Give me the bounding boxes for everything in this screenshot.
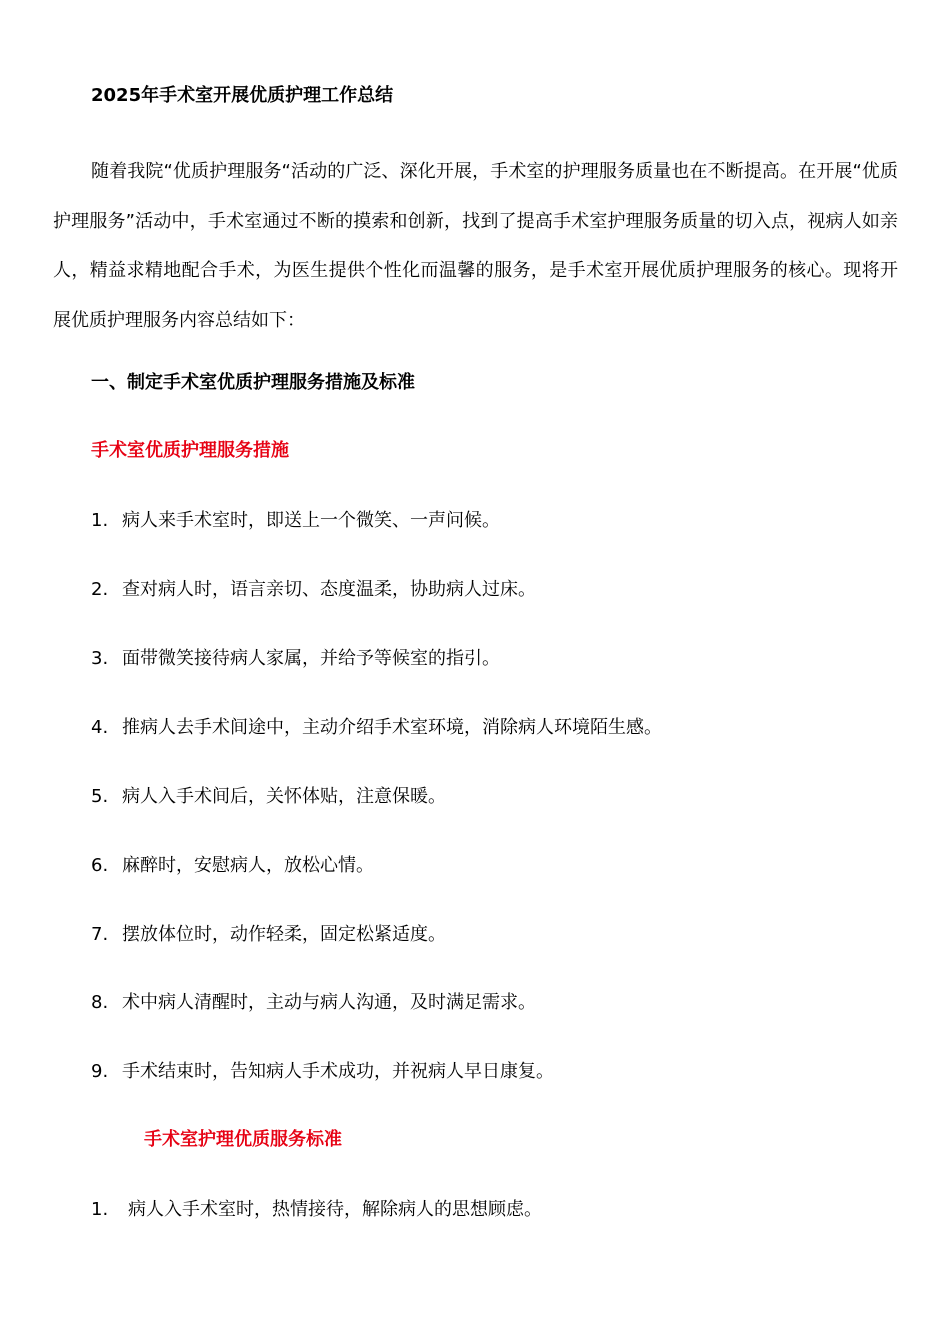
document-title: 2025年手术室开展优质护理工作总结: [91, 85, 394, 106]
measure-item: [91, 508, 500, 534]
item-number: 6.: [91, 855, 109, 876]
item-text: 手术结束时，告知病人手术成功，并祝病人早日康复。: [122, 1061, 554, 1082]
item-number: 1.: [91, 510, 109, 531]
item-text: 病人来手术室时，即送上一个微笑、一声问候。: [122, 510, 500, 531]
standards-heading: 手术室护理优质服务标准: [144, 1129, 342, 1150]
measure-item: [91, 1059, 554, 1085]
item-number: 2.: [91, 579, 109, 600]
measure-item: [91, 715, 662, 741]
item-text: 摆放体位时，动作轻柔，固定松紧适度。: [122, 924, 446, 945]
measure-item: [91, 922, 446, 948]
item-text: 术中病人清醒时，主动与病人沟通，及时满足需求。: [122, 992, 536, 1013]
item-number: 4.: [91, 717, 109, 738]
item-text: 面带微笑接待病人家属，并给予等候室的指引。: [122, 648, 500, 669]
measure-item: [91, 853, 374, 879]
item-text: 推病人去手术间途中，主动介绍手术室环境，消除病人环境陌生感。: [122, 717, 662, 738]
item-number: 9.: [91, 1061, 109, 1082]
measure-item: [91, 990, 536, 1016]
item-number: 3.: [91, 648, 109, 669]
measure-item: [91, 784, 446, 810]
item-number: 5.: [91, 786, 109, 807]
measure-item: [91, 646, 500, 672]
standard-item: [91, 1197, 542, 1223]
section-heading: 一、制定手术室优质护理服务措施及标准: [91, 372, 415, 393]
item-text: 麻醉时，安慰病人，放松心情。: [122, 855, 374, 876]
item-number: 8.: [91, 992, 109, 1013]
item-number: 7.: [91, 924, 109, 945]
item-text: 病人入手术室时，热情接待，解除病人的思想顾虑。: [128, 1199, 542, 1220]
measures-heading: 手术室优质护理服务措施: [91, 440, 289, 461]
measure-item: [91, 577, 536, 603]
item-text: 查对病人时，语言亲切、态度温柔，协助病人过床。: [122, 579, 536, 600]
item-number: 1.: [91, 1199, 109, 1220]
intro-paragraph: 随着我院“优质护理服务“活动的广泛、深化开展，手术室的护理服务质量也在不断提高。在开展“优质护理服务”活动中，手术室通过不断的摸索和创新，找到了提高手术室护理服务质量的切入点，视病人如亲人，精益求精地配合手术，为医生提供个性化而温馨的服务，是手术室开展优质护理服务的核心。现将开展优质护理服务内容总结如下：: [53, 161, 898, 331]
item-text: 病人入手术间后，关怀体贴，注意保暖。: [122, 786, 446, 807]
